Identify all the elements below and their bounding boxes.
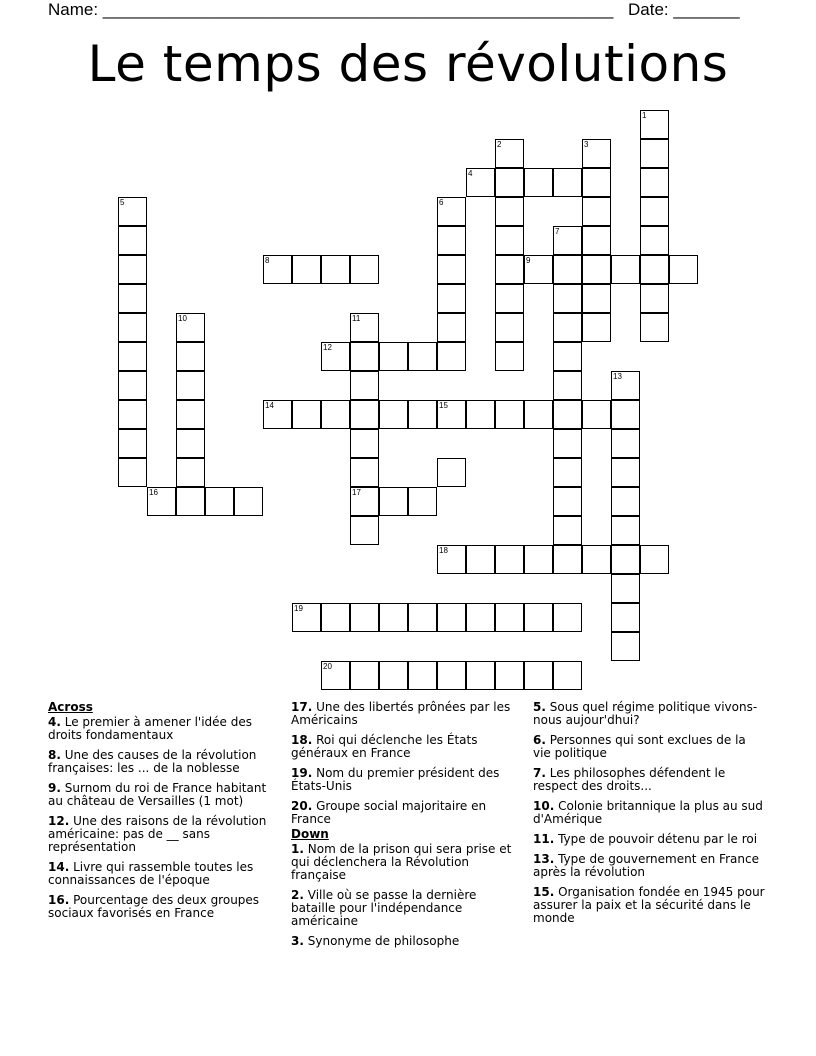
- cell-number: 9: [526, 256, 531, 265]
- grid-cell[interactable]: [263, 400, 292, 429]
- grid-cell[interactable]: [437, 400, 466, 429]
- grid-cell[interactable]: [176, 313, 205, 342]
- clue-across-8: 8. Une des causes de la révolution françaises: les ... de la noblesse: [48, 748, 257, 775]
- grid-cell[interactable]: [350, 342, 379, 371]
- grid-cell[interactable]: [553, 545, 582, 574]
- grid-cell[interactable]: [118, 371, 147, 400]
- grid-cell[interactable]: [118, 458, 147, 487]
- grid-cell[interactable]: [611, 458, 640, 487]
- cell-number: 6: [439, 198, 444, 207]
- grid-cell[interactable]: [553, 226, 582, 255]
- grid-cell[interactable]: [553, 371, 582, 400]
- grid-cell[interactable]: [640, 226, 669, 255]
- grid-cell[interactable]: [582, 284, 611, 313]
- grid-cell[interactable]: [379, 400, 408, 429]
- grid-cell[interactable]: [176, 458, 205, 487]
- cell-number: 16: [149, 488, 158, 497]
- grid-cell[interactable]: [176, 342, 205, 371]
- clue-down-15: 15. Organisation fondée en 1945 pour assurer la paix et la sécurité dans le monde: [533, 885, 765, 925]
- grid-cell[interactable]: [640, 545, 669, 574]
- grid-cell[interactable]: [524, 400, 553, 429]
- grid-cell[interactable]: [611, 603, 640, 632]
- cell-number: 1: [642, 111, 647, 120]
- grid-cell[interactable]: [553, 516, 582, 545]
- cell-number: 7: [555, 227, 560, 236]
- clue-across-19: 19. Nom du premier président des États-Unis: [291, 766, 500, 793]
- grid-cell[interactable]: [611, 545, 640, 574]
- grid-cell[interactable]: [350, 371, 379, 400]
- grid-cell[interactable]: [408, 603, 437, 632]
- across-heading: Across: [48, 700, 93, 714]
- grid-cell[interactable]: [176, 400, 205, 429]
- grid-cell[interactable]: [611, 516, 640, 545]
- grid-cell[interactable]: [640, 313, 669, 342]
- grid-cell[interactable]: [495, 545, 524, 574]
- cell-number: 11: [352, 314, 361, 323]
- clues-column-2: [291, 701, 523, 955]
- grid-cell[interactable]: [495, 168, 524, 197]
- grid-cell[interactable]: [611, 400, 640, 429]
- cell-number: 4: [468, 169, 473, 178]
- grid-cell[interactable]: [495, 342, 524, 371]
- grid-cell[interactable]: [118, 197, 147, 226]
- clues-column-1: [48, 701, 280, 927]
- grid-cell[interactable]: [466, 400, 495, 429]
- grid-cell[interactable]: [176, 371, 205, 400]
- grid-cell[interactable]: [582, 197, 611, 226]
- clue-down-3: 3. Synonyme de philosophe: [291, 934, 460, 948]
- cell-number: 8: [265, 256, 270, 265]
- grid-cell[interactable]: [553, 603, 582, 632]
- cell-number: 17: [352, 488, 361, 497]
- grid-cell[interactable]: [466, 545, 495, 574]
- clue-across-17: 17. Une des libertés prônées par les Américains: [291, 700, 511, 727]
- grid-cell[interactable]: [524, 661, 553, 690]
- clue-down-11: 11. Type de pouvoir détenu par le roi: [533, 832, 758, 846]
- grid-cell[interactable]: [379, 487, 408, 516]
- grid-cell[interactable]: [524, 603, 553, 632]
- grid-cell[interactable]: [437, 458, 466, 487]
- grid-cell[interactable]: [553, 342, 582, 371]
- clue-across-18: 18. Roi qui déclenche les États généraux en France: [291, 733, 478, 760]
- grid-cell[interactable]: [350, 400, 379, 429]
- grid-cell[interactable]: [524, 255, 553, 284]
- grid-cell[interactable]: [350, 487, 379, 516]
- cell-number: 5: [120, 198, 125, 207]
- grid-cell[interactable]: [437, 197, 466, 226]
- grid-cell[interactable]: [118, 313, 147, 342]
- cell-number: 18: [439, 546, 448, 555]
- grid-cell[interactable]: [292, 400, 321, 429]
- clues-column-3: [533, 701, 767, 932]
- grid-cell[interactable]: [321, 342, 350, 371]
- grid-cell[interactable]: [118, 255, 147, 284]
- grid-cell[interactable]: [553, 284, 582, 313]
- grid-cell[interactable]: [321, 603, 350, 632]
- grid-cell[interactable]: [466, 661, 495, 690]
- page-title: Le temps des révolutions: [87, 35, 729, 93]
- grid-cell[interactable]: [495, 284, 524, 313]
- clue-across-12: 12. Une des raisons de la révolution américaine: pas de __ sans représentation: [48, 814, 267, 854]
- grid-cell[interactable]: [321, 661, 350, 690]
- grid-cell[interactable]: [582, 255, 611, 284]
- clue-across-4: 4. Le premier à amener l'idée des droits fondamentaux: [48, 715, 252, 742]
- grid-cell[interactable]: [321, 255, 350, 284]
- cell-number: 10: [178, 314, 187, 323]
- grid-cell[interactable]: [408, 400, 437, 429]
- cell-number: 20: [323, 662, 332, 671]
- grid-cell[interactable]: [640, 255, 669, 284]
- grid-cell[interactable]: [350, 661, 379, 690]
- clue-down-2: 2. Ville où se passe la dernière bataille pour l'indépendance américaine: [291, 888, 477, 928]
- cell-number: 2: [497, 140, 502, 149]
- grid-cell[interactable]: [321, 400, 350, 429]
- cell-number: 15: [439, 401, 448, 410]
- clue-across-20: 20. Groupe social majoritaire en France: [291, 799, 487, 826]
- grid-cell[interactable]: [640, 168, 669, 197]
- grid-cell[interactable]: [437, 603, 466, 632]
- grid-cell[interactable]: [176, 487, 205, 516]
- grid-cell[interactable]: [553, 313, 582, 342]
- grid-cell[interactable]: [350, 603, 379, 632]
- grid-cell[interactable]: [437, 342, 466, 371]
- grid-cell[interactable]: [553, 400, 582, 429]
- clue-down-13: 13. Type de gouvernement en France après la révolution: [533, 852, 759, 879]
- grid-cell[interactable]: [640, 139, 669, 168]
- cell-number: 14: [265, 401, 274, 410]
- grid-cell[interactable]: [611, 429, 640, 458]
- grid-cell[interactable]: [292, 255, 321, 284]
- grid-cell[interactable]: [408, 342, 437, 371]
- grid-cell[interactable]: [553, 168, 582, 197]
- grid-cell[interactable]: [234, 487, 263, 516]
- grid-cell[interactable]: [582, 400, 611, 429]
- grid-cell[interactable]: [437, 226, 466, 255]
- grid-cell[interactable]: [611, 371, 640, 400]
- grid-cell[interactable]: [263, 255, 292, 284]
- grid-cell[interactable]: [118, 429, 147, 458]
- grid-cell[interactable]: [495, 197, 524, 226]
- grid-cell[interactable]: [292, 603, 321, 632]
- grid-cell[interactable]: [408, 661, 437, 690]
- grid-cell[interactable]: [495, 313, 524, 342]
- cell-number: 19: [294, 604, 303, 613]
- down-heading: Down: [291, 827, 329, 841]
- clue-down-7: 7. Les philosophes défendent le respect des droits...: [533, 766, 726, 793]
- grid-cell[interactable]: [553, 458, 582, 487]
- grid-cell[interactable]: [553, 487, 582, 516]
- grid-cell[interactable]: [611, 574, 640, 603]
- cell-number: 13: [613, 372, 622, 381]
- grid-cell[interactable]: [350, 313, 379, 342]
- grid-cell[interactable]: [437, 313, 466, 342]
- grid-cell[interactable]: [437, 661, 466, 690]
- grid-cell[interactable]: [118, 400, 147, 429]
- grid-cell[interactable]: [379, 661, 408, 690]
- grid-cell[interactable]: [147, 487, 176, 516]
- grid-cell[interactable]: [437, 255, 466, 284]
- grid-cell[interactable]: [640, 197, 669, 226]
- grid-cell[interactable]: [379, 342, 408, 371]
- clue-down-5: 5. Sous quel régime politique vivons-nous aujour'dhui?: [533, 700, 758, 727]
- grid-cell[interactable]: [553, 661, 582, 690]
- grid-cell[interactable]: [524, 545, 553, 574]
- grid-cell[interactable]: [553, 429, 582, 458]
- grid-cell[interactable]: [495, 400, 524, 429]
- clue-across-14: 14. Livre qui rassemble toutes les connaissances de l'époque: [48, 860, 254, 887]
- grid-cell[interactable]: [495, 255, 524, 284]
- grid-cell[interactable]: [408, 487, 437, 516]
- date-field[interactable]: Date: _______: [628, 0, 740, 19]
- grid-cell[interactable]: [495, 603, 524, 632]
- grid-cell[interactable]: [582, 545, 611, 574]
- cell-number: 12: [323, 343, 332, 352]
- clue-down-6: 6. Personnes qui sont exclues de la vie politique: [533, 733, 746, 760]
- grid-cell[interactable]: [582, 139, 611, 168]
- grid-cell[interactable]: [176, 429, 205, 458]
- grid-cell[interactable]: [205, 487, 234, 516]
- grid-cell[interactable]: [611, 255, 640, 284]
- grid-cell[interactable]: [524, 168, 553, 197]
- grid-cell[interactable]: [350, 516, 379, 545]
- grid-cell[interactable]: [466, 603, 495, 632]
- grid-cell[interactable]: [582, 226, 611, 255]
- grid-cell[interactable]: [611, 632, 640, 661]
- grid-cell[interactable]: [495, 139, 524, 168]
- clue-across-9: 9. Surnom du roi de France habitant au château de Versailles (1 mot): [48, 781, 267, 808]
- grid-cell[interactable]: [582, 168, 611, 197]
- grid-cell[interactable]: [437, 545, 466, 574]
- grid-cell[interactable]: [118, 342, 147, 371]
- clue-down-1: 1. Nom de la prison qui sera prise et qui déclenchera la Révolution française: [291, 842, 512, 882]
- grid-cell[interactable]: [553, 255, 582, 284]
- grid-cell[interactable]: [350, 429, 379, 458]
- grid-cell[interactable]: [611, 487, 640, 516]
- grid-cell[interactable]: [118, 226, 147, 255]
- name-field[interactable]: Name: ______________________________________________________: [48, 0, 614, 19]
- grid-cell[interactable]: [495, 226, 524, 255]
- clue-down-10: 10. Colonie britannique la plus au sud d'Amérique: [533, 799, 763, 826]
- grid-cell[interactable]: [118, 284, 147, 313]
- grid-cell[interactable]: [466, 168, 495, 197]
- grid-cell[interactable]: [640, 110, 669, 139]
- grid-cell[interactable]: [640, 284, 669, 313]
- cell-number: 3: [584, 140, 589, 149]
- grid-cell[interactable]: [669, 255, 698, 284]
- grid-cell[interactable]: [582, 313, 611, 342]
- clue-across-16: 16. Pourcentage des deux groupes sociaux favorisés en France: [48, 893, 260, 920]
- grid-cell[interactable]: [350, 458, 379, 487]
- grid-cell[interactable]: [495, 661, 524, 690]
- grid-cell[interactable]: [379, 603, 408, 632]
- grid-cell[interactable]: [437, 284, 466, 313]
- grid-cell[interactable]: [350, 255, 379, 284]
